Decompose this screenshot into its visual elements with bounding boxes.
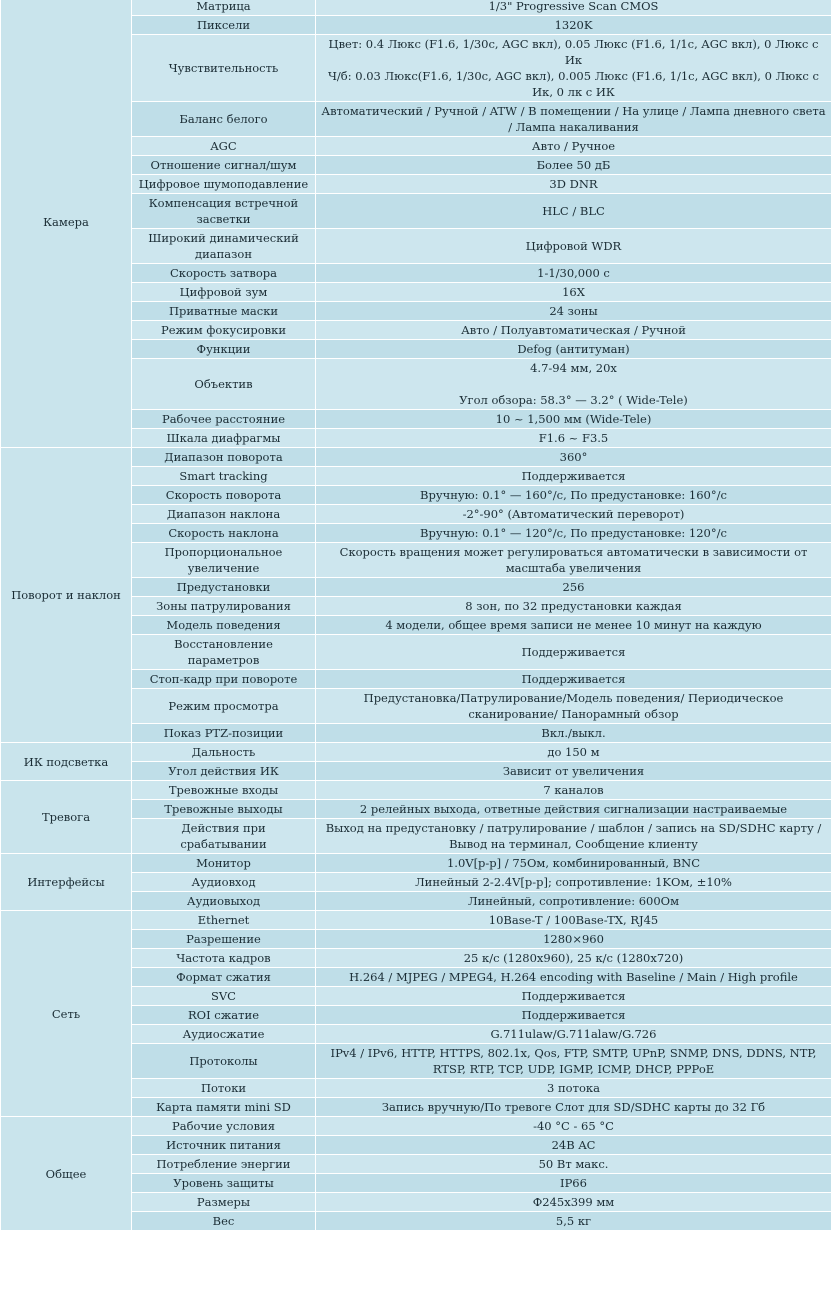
value-line: Выход на предустановку / патрулирование / шаблон / запись на SD/SDHC карту / Вывод на терминал, Сообщение клиенту — [325, 821, 822, 851]
param-name: Протоколы — [132, 1044, 316, 1079]
value-line: 360° — [559, 450, 588, 464]
param-value — [316, 156, 831, 175]
param-name: Объектив — [132, 359, 316, 410]
param-value — [316, 283, 831, 302]
param-value — [316, 854, 831, 873]
value-line: 10 ~ 1,500 мм (Wide-Tele) — [495, 412, 652, 426]
param-name: Разрешение — [132, 930, 316, 949]
table-row — [1, 911, 831, 930]
value-line: 1-1/30,000 с — [537, 266, 610, 280]
param-name: Уровень защиты — [132, 1174, 316, 1193]
value-line: 1/3" Progressive Scan CMOS — [488, 0, 659, 13]
param-value — [316, 302, 831, 321]
table-row — [1, 0, 831, 16]
param-value — [316, 987, 831, 1006]
value-line: 1280×960 — [543, 932, 604, 946]
param-name: Частота кадров — [132, 949, 316, 968]
value-line: 7 каналов — [543, 783, 604, 797]
param-value — [316, 1117, 831, 1136]
value-line: Предустановка/Патрулирование/Модель поведения/ Периодическое сканирование/ Панорамный обзор — [363, 691, 784, 721]
param-name: Матрица — [132, 0, 316, 16]
param-value — [316, 911, 831, 930]
param-value — [316, 1174, 831, 1193]
param-name: Размеры — [132, 1193, 316, 1212]
param-name: AGC — [132, 137, 316, 156]
param-value — [316, 689, 831, 724]
param-name: Функции — [132, 340, 316, 359]
param-name: Компенсация встречной засветки — [132, 194, 316, 229]
value-line: Авто / Полуавтоматическая / Ручной — [461, 323, 686, 337]
value-line: 25 к/с (1280x960), 25 к/с (1280x720) — [463, 951, 684, 965]
param-value — [316, 467, 831, 486]
value-line: 2 релейных выхода, ответные действия сигнализации настраиваемые — [359, 802, 788, 816]
value-line: Поддерживается — [521, 1008, 626, 1022]
value-line: Вручную: 0.1° — 120°/с, По предустановке: 120°/с — [420, 526, 727, 540]
param-value — [316, 16, 831, 35]
value-line: Вручную: 0.1° — 160°/с, По предустановке: 160°/с — [420, 488, 727, 502]
param-name: Потребление энергии — [132, 1155, 316, 1174]
section-label: Интерфейсы — [1, 854, 132, 911]
param-name: Монитор — [132, 854, 316, 873]
param-name: Тревожные входы — [132, 781, 316, 800]
param-name: Аудиовход — [132, 873, 316, 892]
param-value — [316, 194, 831, 229]
value-line: 1.0V[p-p] / 75Ом, комбинированный, BNC — [446, 856, 701, 870]
param-name: Рабочие условия — [132, 1117, 316, 1136]
param-name: Угол действия ИК — [132, 762, 316, 781]
value-line: 3 потока — [547, 1081, 600, 1095]
section-label: Камера — [1, 0, 132, 448]
param-name: Скорость затвора — [132, 264, 316, 283]
param-value — [316, 102, 831, 137]
value-line: Поддерживается — [521, 989, 626, 1003]
param-name: Формат сжатия — [132, 968, 316, 987]
param-value — [316, 873, 831, 892]
value-line: до 150 м — [547, 745, 600, 759]
value-line: 1320K — [554, 18, 593, 32]
param-value — [316, 578, 831, 597]
value-line: IPv4 / IPv6, HTTP, HTTPS, 802.1x, Qos, FTP, SMTP, UPnP, SNMP, DNS, DDNS, NTP, RTSP, RTP, TCP, UDP, IGMP, ICMP, DHCP, PPPoE — [330, 1046, 817, 1076]
param-value — [316, 819, 831, 854]
param-value — [316, 743, 831, 762]
param-value — [316, 781, 831, 800]
table-row — [1, 743, 831, 762]
value-line: Авто / Ручное — [531, 139, 616, 153]
value-line: Линейный 2-2.4V[p-p]; сопротивление: 1KОм, ±10% — [415, 875, 732, 889]
value-line: 4.7-94 мм, 20x — [530, 361, 617, 375]
value-line: G.711ulaw/G.711alaw/G.726 — [490, 1027, 657, 1041]
param-name: Восстановление параметров — [132, 635, 316, 670]
param-name: Баланс белого — [132, 102, 316, 137]
param-name: Карта памяти mini SD — [132, 1098, 316, 1117]
param-value — [316, 321, 831, 340]
value-line: Более 50 дБ — [536, 158, 611, 172]
section-label: Поворот и наклон — [1, 448, 132, 743]
value-line: F1.6 ~ F3.5 — [538, 431, 609, 445]
param-value — [316, 264, 831, 283]
param-name: Зоны патрулирования — [132, 597, 316, 616]
param-name: Диапазон поворота — [132, 448, 316, 467]
param-value — [316, 486, 831, 505]
value-line: 8 зон, по 32 предустановки каждая — [465, 599, 682, 613]
value-line: 24 зоны — [549, 304, 598, 318]
spec-table-body — [1, 0, 831, 1231]
value-line: HLC / BLC — [542, 204, 605, 218]
param-name: Цифровой зум — [132, 283, 316, 302]
param-value — [316, 0, 831, 16]
param-name: Ethernet — [132, 911, 316, 930]
value-line: Запись вручную/По тревоге Слот для SD/SDHC карты до 32 Гб — [381, 1100, 766, 1114]
value-line: Цвет: 0.4 Люкс (F1.6, 1/30с, AGC вкл), 0.05 Люкс (F1.6, 1/1с, AGC вкл), 0 Люкс с Ик — [328, 37, 819, 67]
value-line: Скорость вращения может регулироваться автоматически в зависимости от масштаба увеличения — [339, 545, 808, 575]
param-name: Показ PTZ-позиции — [132, 724, 316, 743]
value-line: 24В AC — [551, 1138, 596, 1152]
param-value — [316, 670, 831, 689]
param-value — [316, 1079, 831, 1098]
param-value — [316, 175, 831, 194]
param-name: Приватные маски — [132, 302, 316, 321]
section-label: Тревога — [1, 781, 132, 854]
table-row — [1, 781, 831, 800]
param-value — [316, 448, 831, 467]
param-value — [316, 1044, 831, 1079]
value-line: 256 — [562, 580, 585, 594]
value-line: Автоматический / Ручной / ATW / В помещении / На улице / Лампа дневного света / Лампа накаливания — [321, 104, 826, 134]
table-row — [1, 854, 831, 873]
param-value — [316, 1025, 831, 1044]
value-line: Цифровой WDR — [525, 239, 622, 253]
param-name: Режим фокусировки — [132, 321, 316, 340]
param-name: Шкала диафрагмы — [132, 429, 316, 448]
param-name: Источник питания — [132, 1136, 316, 1155]
param-value — [316, 1098, 831, 1117]
param-value — [316, 35, 831, 102]
value-line: Ч/б: 0.03 Люкс(F1.6, 1/30с, AGC вкл), 0.005 Люкс (F1.6, 1/1с, AGC вкл), 0 Люкс с Ик, 0 лк с ИК — [328, 69, 819, 99]
param-name: Пропорциональное увеличение — [132, 543, 316, 578]
param-name: Предустановки — [132, 578, 316, 597]
param-value — [316, 635, 831, 670]
param-value — [316, 616, 831, 635]
param-name: ROI сжатие — [132, 1006, 316, 1025]
value-line — [321, 376, 826, 392]
param-value — [316, 229, 831, 264]
value-line: -2°-90° (Автоматический переворот) — [462, 507, 685, 521]
param-name: Дальность — [132, 743, 316, 762]
value-line: 5,5 кг — [555, 1214, 592, 1228]
param-name: Тревожные выходы — [132, 800, 316, 819]
param-value — [316, 1212, 831, 1231]
param-value — [316, 1193, 831, 1212]
param-name: Режим просмотра — [132, 689, 316, 724]
param-value — [316, 137, 831, 156]
value-line: H.264 / MJPEG / MPEG4, H.264 encoding with Baseline / Main / High profile — [349, 970, 798, 984]
value-line: 3D DNR — [549, 177, 598, 191]
section-label: Общее — [1, 1117, 132, 1231]
param-value — [316, 410, 831, 429]
value-line: -40 °C - 65 °C — [533, 1119, 614, 1133]
param-value — [316, 505, 831, 524]
param-value — [316, 543, 831, 578]
value-line: Вкл./выкл. — [541, 726, 606, 740]
param-name: Стоп-кадр при повороте — [132, 670, 316, 689]
param-name: Модель поведения — [132, 616, 316, 635]
value-line: 4 модели, общее время записи не менее 10 минут на каждую — [385, 618, 762, 632]
value-line: Зависит от увеличения — [502, 764, 645, 778]
param-value — [316, 429, 831, 448]
param-name: Скорость поворота — [132, 486, 316, 505]
param-value — [316, 930, 831, 949]
param-name: Диапазон наклона — [132, 505, 316, 524]
section-label: ИК подсветка — [1, 743, 132, 781]
value-line: Угол обзора: 58.3° — 3.2° ( Wide-Tele) — [459, 393, 688, 407]
value-line: 16X — [562, 285, 585, 299]
param-value — [316, 1136, 831, 1155]
param-name: Чувствительность — [132, 35, 316, 102]
param-value — [316, 340, 831, 359]
param-value — [316, 762, 831, 781]
param-value — [316, 800, 831, 819]
param-name: Вес — [132, 1212, 316, 1231]
table-row — [1, 448, 831, 467]
param-name: Широкий динамический диапазон — [132, 229, 316, 264]
param-name: Аудиосжатие — [132, 1025, 316, 1044]
param-name: Аудиовыход — [132, 892, 316, 911]
param-value — [316, 597, 831, 616]
table-row — [1, 1117, 831, 1136]
value-line: Поддерживается — [521, 645, 626, 659]
param-name: Действия при срабатывании — [132, 819, 316, 854]
param-value — [316, 359, 831, 410]
value-line: 10Base-T / 100Base-TX, RJ45 — [488, 913, 659, 927]
section-label: Сеть — [1, 911, 132, 1117]
param-name: Скорость наклона — [132, 524, 316, 543]
value-line: IP66 — [560, 1176, 587, 1190]
param-value — [316, 892, 831, 911]
param-name: Smart tracking — [132, 467, 316, 486]
param-value — [316, 968, 831, 987]
value-line: Ф245x399 мм — [532, 1195, 615, 1209]
value-line: Поддерживается — [521, 672, 626, 686]
value-line: 50 Вт макс. — [538, 1157, 609, 1171]
param-value — [316, 949, 831, 968]
value-line: Линейный, сопротивление: 600Ом — [467, 894, 680, 908]
param-name: SVC — [132, 987, 316, 1006]
value-line: Defog (антитуман) — [517, 342, 630, 356]
param-name: Рабочее расстояние — [132, 410, 316, 429]
param-name: Цифровое шумоподавление — [132, 175, 316, 194]
value-line: Поддерживается — [521, 469, 626, 483]
param-value — [316, 1006, 831, 1025]
param-name: Потоки — [132, 1079, 316, 1098]
param-value — [316, 1155, 831, 1174]
param-value — [316, 724, 831, 743]
param-name: Отношение сигнал/шум — [132, 156, 316, 175]
param-value — [316, 524, 831, 543]
param-name: Пиксели — [132, 16, 316, 35]
